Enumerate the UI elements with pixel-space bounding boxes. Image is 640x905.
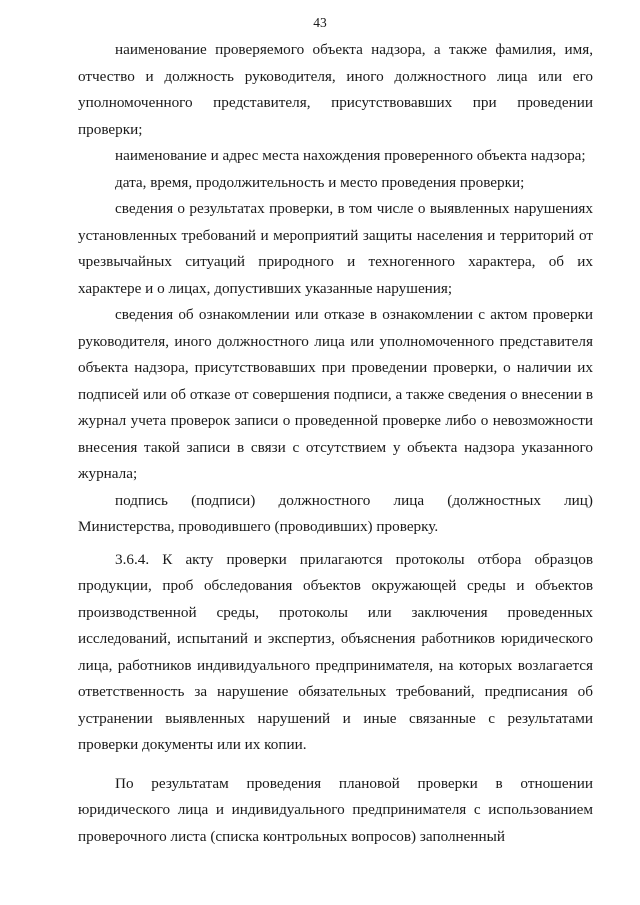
paragraph-inspection-results: сведения о результатах проверки, в том числе о выявленных нарушениях установленных требований и мероприятий защиты населения и территорий от чрезвычайных ситуаций природного и техногенного характера, об их характере и о лицах, допустивших указанные нарушения; xyxy=(78,200,593,297)
paragraph-date-time: дата, время, продолжительность и место проведения проверки; xyxy=(115,173,525,191)
paragraph-section-3-6-4: 3.6.4. К акту проверки прилагаются протоколы отбора образцов продукции, проб обследования объектов окружающей среды и объектов производственной среды, протоколы или заключения проведенных исследований, испытаний и экспертиз, объяснения работников юридического лица, работников индивидуального предпринимателя, на которых возлагается ответственность за нарушение обязательных требований, предписания об устранении выявленных нарушений и иные связанные с результатами проверки документы или их копии. xyxy=(78,550,593,753)
paragraph-acquaintance-info: сведения об ознакомлении или отказе в ознакомлении с актом проверки руководителя, иного должностного лица или уполномоченного представителя объекта надзора, присутствовавших при проведении проверки, о наличии их подписей или об отказе от совершения подписи, а также сведения о внесении в журнал учета проверок записи о проведенной проверке либо о невозможности внесения такой записи в связи с отсутствием у объекта надзора указанного журнала; xyxy=(78,306,593,482)
paragraph-signature: подпись (подписи) должностного лица (должностных лиц) Министерства, проводившего (проводивших) проверку. xyxy=(78,491,593,535)
document-body xyxy=(78,37,593,850)
paragraph-planned-inspection-results: По результатам проведения плановой проверки в отношении юридического лица и индивидуального предпринимателя с использованием проверочного листа (списка контрольных вопросов) заполненный xyxy=(78,774,593,845)
page-number: 43 xyxy=(313,15,327,30)
paragraph-address: наименование и адрес места нахождения проверенного объекта надзора; xyxy=(115,147,586,164)
paragraph-inspected-object-name: наименование проверяемого объекта надзора, а также фамилия, имя, отчество и должность руководителя, иного должностного лица или его уполномоченного представителя, присутствовавших при проведении проверки; xyxy=(78,41,593,138)
